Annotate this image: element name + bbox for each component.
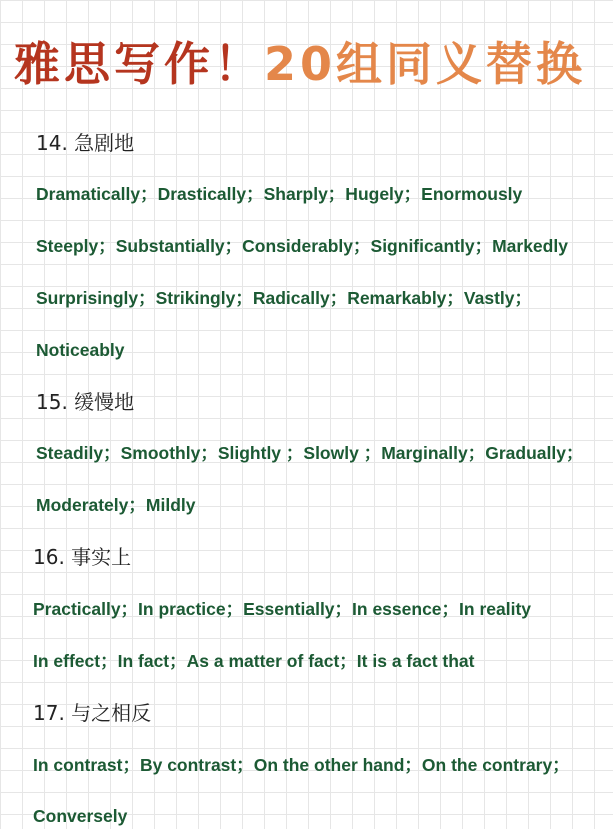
- page-title-primary: 雅思写作！: [14, 37, 264, 91]
- synonym-line: Moderately；Mildly: [36, 495, 196, 515]
- synonym-line: Conversely: [33, 806, 128, 826]
- synonym-line: Steadily；Smoothly；Slightly ；Slowly ；Marginally；Gradually；: [36, 443, 584, 463]
- synonym-line: Noticeably: [36, 340, 125, 360]
- section-heading-16: 16. 事实上: [33, 545, 132, 569]
- page-title-secondary: 20组同义替换: [264, 37, 587, 91]
- synonym-line: Steeply；Substantially；Considerably；Significantly；Markedly: [36, 236, 568, 256]
- synonym-line: In effect；In fact；As a matter of fact；It is a fact that: [33, 651, 475, 671]
- section-heading-17: 17. 与之相反: [33, 701, 152, 725]
- page-title: [14, 32, 586, 96]
- synonym-line: Dramatically；Drastically；Sharply；Hugely；Enormously: [36, 184, 523, 204]
- synonym-line: Practically；In practice；Essentially；In essence；In reality: [33, 599, 532, 619]
- section-heading-15: 15. 缓慢地: [36, 390, 135, 414]
- section-heading-14: 14. 急剧地: [36, 131, 135, 155]
- synonym-line: In contrast；By contrast；On the other hand；On the contrary；: [33, 755, 570, 775]
- synonym-line: Surprisingly；Strikingly；Radically；Remarkably；Vastly；: [36, 288, 533, 308]
